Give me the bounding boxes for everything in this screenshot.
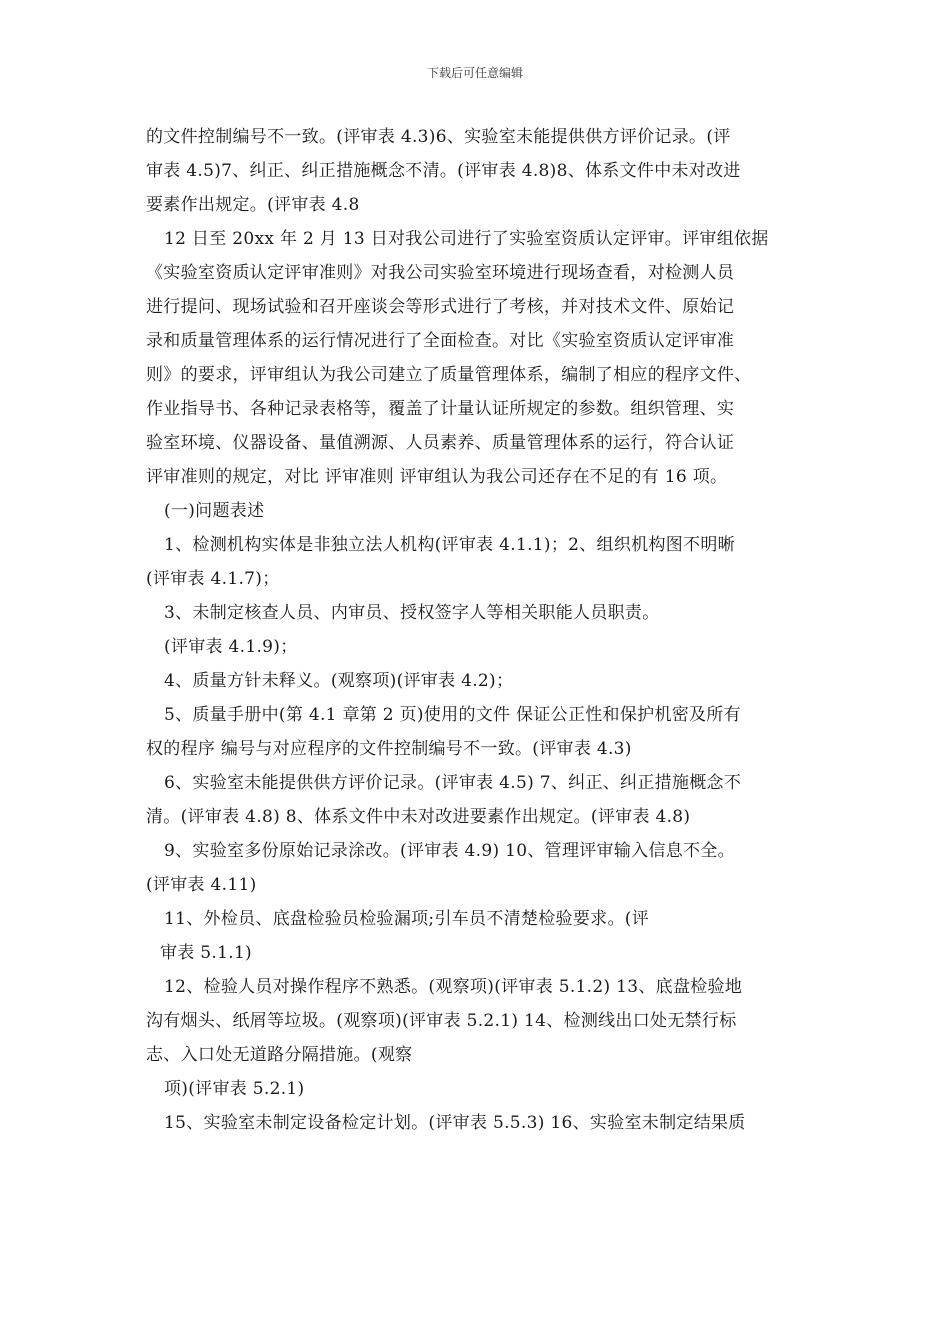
- text-line: 清。(评审表 4.8) 8、体系文件中未对改进要素作出规定。(评审表 4.8): [146, 807, 691, 827]
- section-heading: (一)问题表述: [164, 501, 265, 521]
- text-line: 12、检验人员对操作程序不熟悉。(观察项)(评审表 5.1.2) 13、底盘检验地: [164, 977, 743, 997]
- text-line: 15、实验室未制定设备检定计划。(评审表 5.5.3) 16、实验室未制定结果质: [164, 1113, 746, 1133]
- text-line: 6、实验室未能提供供方评价记录。(评审表 4.5) 7、纠正、纠正措施概念不: [164, 773, 742, 793]
- text-line: 作业指导书、各种记录表格等，覆盖了计量认证所规定的参数。组织管理、实: [146, 399, 735, 419]
- text-line: (评审表 4.11): [146, 875, 257, 895]
- text-line: 审表 5.1.1): [160, 943, 252, 963]
- text-line: 要素作出规定。(评审表 4.8: [146, 195, 360, 215]
- text-line: 项)(评审表 5.2.1): [164, 1079, 305, 1099]
- text-line: 的文件控制编号不一致。(评审表 4.3)6、实验室未能提供供方评价记录。(评: [146, 127, 731, 147]
- text-line: 进行提问、现场试验和召开座谈会等形式进行了考核，并对技术文件、原始记: [146, 297, 735, 317]
- page-header: 下载后可任意编辑: [426, 66, 523, 80]
- text-line: (评审表 4.1.9)；: [164, 637, 298, 657]
- text-line: 审表 4.5)7、纠正、纠正措施概念不清。(评审表 4.8)8、体系文件中未对改进: [146, 161, 741, 181]
- text-line: 9、实验室多份原始记录涂改。(评审表 4.9) 10、管理评审输入信息不全。: [164, 841, 735, 861]
- text-line: 则》的要求，评审组认为我公司建立了质量管理体系，编制了相应的程序文件、: [146, 365, 752, 385]
- text-line: 1、检测机构实体是非独立法人机构(评审表 4.1.1)；2、组织机构图不明晰: [164, 535, 735, 555]
- text-line: 3、未制定核查人员、内审员、授权签字人等相关职能人员职责。: [164, 603, 660, 623]
- text-line: (评审表 4.1.7)；: [146, 569, 280, 589]
- text-line: 11、外检员、底盘检验员检验漏项;引车员不清楚检验要求。(评: [164, 909, 649, 929]
- document-body: [146, 120, 822, 1140]
- text-line: 评审准则的规定，对比 评审准则 评审组认为我公司还存在不足的有 16 项。: [146, 467, 728, 487]
- text-line: 4、质量方针未释义。(观察项)(评审表 4.2)；: [164, 671, 514, 691]
- text-line: 5、质量手册中(第 4.1 章第 2 页)使用的文件 保证公正性和保护机密及所有: [164, 705, 741, 725]
- text-line: 验室环境、仪器设备、量值溯源、人员素养、质量管理体系的运行，符合认证: [146, 433, 735, 453]
- text-line: 权的程序 编号与对应程序的文件控制编号不一致。(评审表 4.3): [146, 739, 632, 759]
- text-line: 志、入口处无道路分隔措施。(观察: [146, 1045, 413, 1065]
- text-line: 《实验室资质认定评审准则》对我公司实验室环境进行现场查看，对检测人员: [146, 263, 735, 283]
- text-line: 沟有烟头、纸屑等垃圾。(观察项)(评审表 5.2.1) 14、检测线出口处无禁行标: [146, 1011, 737, 1031]
- text-line: 录和质量管理体系的运行情况进行了全面检查。对比《实验室资质认定评审准: [146, 331, 735, 351]
- text-line: 12 日至 20xx 年 2 月 13 日对我公司进行了实验室资质认定评审。评审组依据: [164, 229, 769, 249]
